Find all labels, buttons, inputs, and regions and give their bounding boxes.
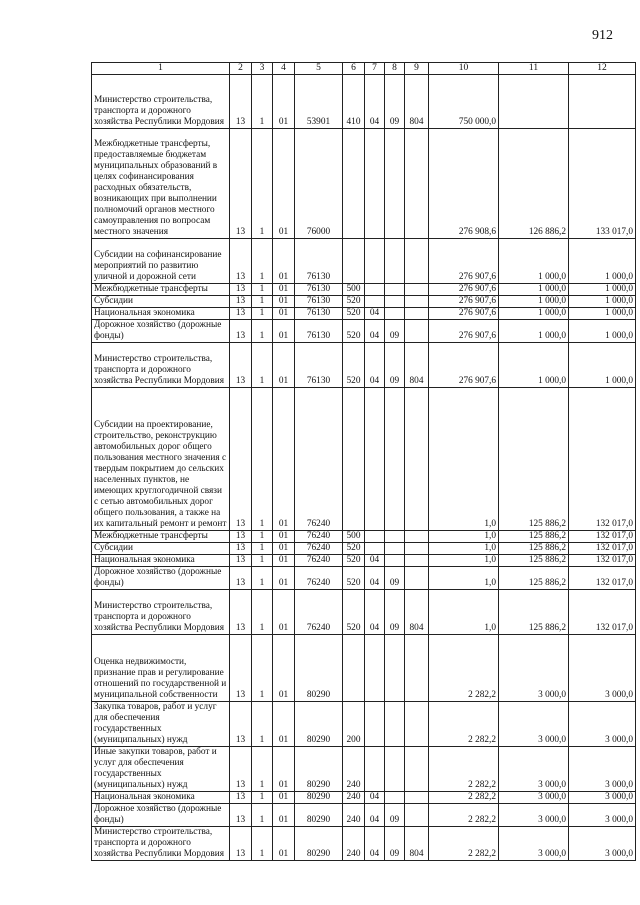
cell-col-11: 125 886,2	[499, 555, 569, 567]
cell-col-8	[385, 296, 405, 308]
cell-col-7: 04	[365, 320, 385, 343]
cell-col-11: 125 886,2	[499, 567, 569, 590]
cell-col-2: 13	[230, 388, 252, 531]
cell-col-2: 13	[230, 284, 252, 296]
cell-col-12: 1 000,0	[569, 239, 636, 284]
cell-col-7: 04	[365, 555, 385, 567]
cell-col-7	[365, 284, 385, 296]
column-header-11: 11	[499, 63, 569, 75]
cell-col-2: 13	[230, 635, 252, 702]
cell-col-4: 01	[273, 635, 295, 702]
row-name: Национальная экономика	[92, 308, 230, 320]
cell-col-7	[365, 543, 385, 555]
cell-col-8: 09	[385, 804, 405, 827]
cell-col-3: 1	[252, 555, 273, 567]
column-header-1: 1	[92, 63, 230, 75]
cell-col-2: 13	[230, 239, 252, 284]
cell-col-12: 1 000,0	[569, 308, 636, 320]
cell-col-12: 1 000,0	[569, 343, 636, 388]
cell-col-4: 01	[273, 590, 295, 635]
cell-col-7: 04	[365, 75, 385, 129]
cell-col-3: 1	[252, 129, 273, 239]
cell-col-11: 3 000,0	[499, 702, 569, 747]
cell-col-11: 126 886,2	[499, 129, 569, 239]
cell-col-10: 1,0	[429, 543, 499, 555]
cell-col-5: 53901	[295, 75, 343, 129]
cell-col-12: 132 017,0	[569, 555, 636, 567]
table-row	[92, 747, 636, 792]
cell-col-2: 13	[230, 747, 252, 792]
cell-col-7	[365, 129, 385, 239]
row-name: Министерство строительства, транспорта и дорожного хозяйства Республики Мордовия	[92, 590, 230, 635]
cell-col-6: 240	[343, 804, 365, 827]
cell-col-2: 13	[230, 567, 252, 590]
column-header-9: 9	[405, 63, 429, 75]
cell-col-12: 132 017,0	[569, 543, 636, 555]
cell-col-4: 01	[273, 129, 295, 239]
cell-col-12: 3 000,0	[569, 635, 636, 702]
cell-col-11: 3 000,0	[499, 635, 569, 702]
row-name: Дорожное хозяйство (дорожные фонды)	[92, 804, 230, 827]
cell-col-9	[405, 308, 429, 320]
cell-col-8: 09	[385, 343, 405, 388]
cell-col-11: 125 886,2	[499, 388, 569, 531]
cell-col-3: 1	[252, 75, 273, 129]
column-header-12: 12	[569, 63, 636, 75]
cell-col-3: 1	[252, 308, 273, 320]
cell-col-7	[365, 702, 385, 747]
cell-col-8	[385, 635, 405, 702]
table-row	[92, 827, 636, 861]
cell-col-8: 09	[385, 827, 405, 861]
cell-col-10: 2 282,2	[429, 792, 499, 804]
cell-col-10: 1,0	[429, 555, 499, 567]
cell-col-7	[365, 388, 385, 531]
table-row	[92, 388, 636, 531]
cell-col-9	[405, 129, 429, 239]
cell-col-3: 1	[252, 804, 273, 827]
cell-col-4: 01	[273, 804, 295, 827]
table-row	[92, 555, 636, 567]
cell-col-7: 04	[365, 590, 385, 635]
cell-col-6	[343, 635, 365, 702]
cell-col-4: 01	[273, 555, 295, 567]
row-name: Дорожное хозяйство (дорожные фонды)	[92, 320, 230, 343]
cell-col-3: 1	[252, 388, 273, 531]
cell-col-9	[405, 804, 429, 827]
cell-col-6: 520	[343, 308, 365, 320]
cell-col-8	[385, 531, 405, 543]
cell-col-12: 1 000,0	[569, 296, 636, 308]
cell-col-7	[365, 296, 385, 308]
cell-col-4: 01	[273, 567, 295, 590]
column-header-7: 7	[365, 63, 385, 75]
row-name: Национальная экономика	[92, 792, 230, 804]
column-header-10: 10	[429, 63, 499, 75]
cell-col-12: 3 000,0	[569, 702, 636, 747]
cell-col-7: 04	[365, 792, 385, 804]
table-row	[92, 284, 636, 296]
cell-col-8: 09	[385, 590, 405, 635]
cell-col-6: 240	[343, 747, 365, 792]
cell-col-10: 1,0	[429, 567, 499, 590]
cell-col-8: 09	[385, 320, 405, 343]
cell-col-8	[385, 308, 405, 320]
cell-col-9	[405, 792, 429, 804]
cell-col-11: 1 000,0	[499, 343, 569, 388]
cell-col-11: 125 886,2	[499, 590, 569, 635]
cell-col-10: 276 907,6	[429, 239, 499, 284]
cell-col-9: 804	[405, 827, 429, 861]
cell-col-3: 1	[252, 296, 273, 308]
cell-col-9: 804	[405, 590, 429, 635]
table-row	[92, 75, 636, 129]
cell-col-7	[365, 239, 385, 284]
cell-col-11: 1 000,0	[499, 284, 569, 296]
cell-col-5: 76240	[295, 531, 343, 543]
row-name: Межбюджетные трансферты, предоставляемые бюджетам муниципальных образований в целях софинансирования расходных обязательств, возникающих при выполнении полномочий органов местного самоуправления по вопросам местного значения	[92, 129, 230, 239]
cell-col-10: 276 907,6	[429, 343, 499, 388]
cell-col-4: 01	[273, 308, 295, 320]
cell-col-2: 13	[230, 308, 252, 320]
cell-col-6	[343, 388, 365, 531]
table-row	[92, 543, 636, 555]
cell-col-12: 3 000,0	[569, 792, 636, 804]
cell-col-8: 09	[385, 75, 405, 129]
row-name: Министерство строительства, транспорта и дорожного хозяйства Республики Мордовия	[92, 75, 230, 129]
cell-col-3: 1	[252, 590, 273, 635]
table-row	[92, 804, 636, 827]
cell-col-9	[405, 531, 429, 543]
row-name: Министерство строительства, транспорта и дорожного хозяйства Республики Мордовия	[92, 343, 230, 388]
cell-col-5: 76240	[295, 388, 343, 531]
row-name: Национальная экономика	[92, 555, 230, 567]
page-number: 912	[592, 28, 613, 43]
cell-col-12: 1 000,0	[569, 284, 636, 296]
cell-col-5: 76000	[295, 129, 343, 239]
table-row	[92, 129, 636, 239]
row-name: Министерство строительства, транспорта и дорожного хозяйства Республики Мордовия	[92, 827, 230, 861]
cell-col-6: 520	[343, 555, 365, 567]
cell-col-12: 132 017,0	[569, 567, 636, 590]
cell-col-10: 1,0	[429, 590, 499, 635]
cell-col-3: 1	[252, 567, 273, 590]
cell-col-6: 240	[343, 827, 365, 861]
cell-col-6	[343, 129, 365, 239]
cell-col-11: 1 000,0	[499, 308, 569, 320]
cell-col-10: 1,0	[429, 388, 499, 531]
cell-col-12: 133 017,0	[569, 129, 636, 239]
cell-col-2: 13	[230, 702, 252, 747]
cell-col-6: 520	[343, 590, 365, 635]
cell-col-4: 01	[273, 543, 295, 555]
cell-col-5: 80290	[295, 747, 343, 792]
cell-col-11: 1 000,0	[499, 296, 569, 308]
cell-col-5: 76240	[295, 543, 343, 555]
cell-col-9	[405, 747, 429, 792]
cell-col-8	[385, 702, 405, 747]
cell-col-8	[385, 747, 405, 792]
cell-col-4: 01	[273, 284, 295, 296]
cell-col-9	[405, 388, 429, 531]
cell-col-12	[569, 75, 636, 129]
row-name: Оценка недвижимости, признание прав и регулирование отношений по государственной и муниципальной собственности	[92, 635, 230, 702]
cell-col-3: 1	[252, 827, 273, 861]
cell-col-2: 13	[230, 75, 252, 129]
cell-col-11: 125 886,2	[499, 531, 569, 543]
cell-col-6: 520	[343, 343, 365, 388]
cell-col-5: 76130	[295, 296, 343, 308]
cell-col-2: 13	[230, 804, 252, 827]
cell-col-10: 1,0	[429, 531, 499, 543]
column-header-4: 4	[273, 63, 295, 75]
cell-col-9	[405, 296, 429, 308]
row-name: Субсидии на проектирование, строительство, реконструкцию автомобильных дорог общего пользования местного значения с твердым покрытием до сельских населенных пунктов, не имеющих круглогодичной связи с сетью автомобильных дорог общего пользования, а также на их капитальный ремонт и ремонт	[92, 388, 230, 531]
cell-col-12: 132 017,0	[569, 531, 636, 543]
cell-col-7: 04	[365, 804, 385, 827]
cell-col-5: 76130	[295, 343, 343, 388]
cell-col-6: 520	[343, 296, 365, 308]
row-name: Субсидии	[92, 296, 230, 308]
cell-col-8	[385, 284, 405, 296]
cell-col-3: 1	[252, 702, 273, 747]
cell-col-2: 13	[230, 531, 252, 543]
cell-col-11: 3 000,0	[499, 747, 569, 792]
cell-col-5: 76240	[295, 590, 343, 635]
cell-col-3: 1	[252, 239, 273, 284]
cell-col-2: 13	[230, 296, 252, 308]
cell-col-9	[405, 635, 429, 702]
cell-col-5: 76240	[295, 567, 343, 590]
cell-col-12: 1 000,0	[569, 320, 636, 343]
cell-col-2: 13	[230, 543, 252, 555]
cell-col-5: 76130	[295, 320, 343, 343]
budget-table	[91, 62, 636, 861]
cell-col-10: 276 907,6	[429, 296, 499, 308]
table-row	[92, 343, 636, 388]
row-name: Дорожное хозяйство (дорожные фонды)	[92, 567, 230, 590]
cell-col-10: 2 282,2	[429, 635, 499, 702]
cell-col-4: 01	[273, 531, 295, 543]
column-header-8: 8	[385, 63, 405, 75]
column-header-5: 5	[295, 63, 343, 75]
cell-col-6: 520	[343, 320, 365, 343]
cell-col-7	[365, 531, 385, 543]
cell-col-12: 132 017,0	[569, 388, 636, 531]
table-row	[92, 792, 636, 804]
cell-col-8	[385, 388, 405, 531]
cell-col-7: 04	[365, 567, 385, 590]
cell-col-7: 04	[365, 827, 385, 861]
table-header-row	[92, 63, 636, 75]
cell-col-3: 1	[252, 343, 273, 388]
cell-col-11	[499, 75, 569, 129]
table-row	[92, 590, 636, 635]
cell-col-5: 76130	[295, 239, 343, 284]
cell-col-3: 1	[252, 635, 273, 702]
cell-col-8	[385, 555, 405, 567]
cell-col-2: 13	[230, 792, 252, 804]
table-row	[92, 239, 636, 284]
row-name: Межбюджетные трансферты	[92, 531, 230, 543]
cell-col-5: 80290	[295, 635, 343, 702]
cell-col-12: 3 000,0	[569, 827, 636, 861]
cell-col-5: 76130	[295, 308, 343, 320]
cell-col-2: 13	[230, 320, 252, 343]
cell-col-2: 13	[230, 129, 252, 239]
table-row	[92, 702, 636, 747]
cell-col-2: 13	[230, 343, 252, 388]
cell-col-4: 01	[273, 747, 295, 792]
cell-col-9: 804	[405, 343, 429, 388]
cell-col-10: 276 908,6	[429, 129, 499, 239]
cell-col-6	[343, 239, 365, 284]
cell-col-12: 3 000,0	[569, 747, 636, 792]
cell-col-5: 76130	[295, 284, 343, 296]
cell-col-5: 76240	[295, 555, 343, 567]
column-header-3: 3	[252, 63, 273, 75]
cell-col-6: 410	[343, 75, 365, 129]
cell-col-8: 09	[385, 567, 405, 590]
cell-col-2: 13	[230, 555, 252, 567]
cell-col-2: 13	[230, 827, 252, 861]
cell-col-9	[405, 239, 429, 284]
cell-col-3: 1	[252, 543, 273, 555]
cell-col-8	[385, 129, 405, 239]
cell-col-4: 01	[273, 296, 295, 308]
cell-col-7: 04	[365, 308, 385, 320]
cell-col-4: 01	[273, 702, 295, 747]
cell-col-6: 500	[343, 284, 365, 296]
cell-col-8	[385, 239, 405, 284]
cell-col-9	[405, 702, 429, 747]
cell-col-10: 276 907,6	[429, 284, 499, 296]
table-row	[92, 308, 636, 320]
cell-col-6: 200	[343, 702, 365, 747]
cell-col-10: 2 282,2	[429, 702, 499, 747]
cell-col-6: 520	[343, 567, 365, 590]
cell-col-9	[405, 543, 429, 555]
cell-col-7	[365, 747, 385, 792]
cell-col-6: 500	[343, 531, 365, 543]
cell-col-6: 520	[343, 543, 365, 555]
cell-col-11: 3 000,0	[499, 827, 569, 861]
cell-col-4: 01	[273, 792, 295, 804]
cell-col-8	[385, 543, 405, 555]
cell-col-10: 2 282,2	[429, 747, 499, 792]
cell-col-7: 04	[365, 343, 385, 388]
cell-col-4: 01	[273, 827, 295, 861]
cell-col-5: 80290	[295, 702, 343, 747]
cell-col-4: 01	[273, 343, 295, 388]
row-name: Субсидии на софинансирование мероприятий по развитию уличной и дорожной сети	[92, 239, 230, 284]
cell-col-3: 1	[252, 792, 273, 804]
cell-col-10: 276 907,6	[429, 320, 499, 343]
row-name: Субсидии	[92, 543, 230, 555]
cell-col-11: 1 000,0	[499, 239, 569, 284]
table-row	[92, 567, 636, 590]
cell-col-9	[405, 567, 429, 590]
cell-col-3: 1	[252, 747, 273, 792]
cell-col-11: 3 000,0	[499, 792, 569, 804]
cell-col-9	[405, 320, 429, 343]
row-name: Закупка товаров, работ и услуг для обеспечения государственных (муниципальных) нужд	[92, 702, 230, 747]
cell-col-5: 80290	[295, 804, 343, 827]
cell-col-11: 1 000,0	[499, 320, 569, 343]
cell-col-12: 132 017,0	[569, 590, 636, 635]
row-name: Межбюджетные трансферты	[92, 284, 230, 296]
cell-col-11: 3 000,0	[499, 804, 569, 827]
cell-col-10: 2 282,2	[429, 804, 499, 827]
column-header-2: 2	[230, 63, 252, 75]
cell-col-4: 01	[273, 239, 295, 284]
cell-col-3: 1	[252, 531, 273, 543]
cell-col-10: 276 907,6	[429, 308, 499, 320]
cell-col-8	[385, 792, 405, 804]
cell-col-6: 240	[343, 792, 365, 804]
cell-col-10: 750 000,0	[429, 75, 499, 129]
cell-col-3: 1	[252, 284, 273, 296]
cell-col-12: 3 000,0	[569, 804, 636, 827]
cell-col-5: 80290	[295, 827, 343, 861]
cell-col-3: 1	[252, 320, 273, 343]
cell-col-4: 01	[273, 75, 295, 129]
cell-col-2: 13	[230, 590, 252, 635]
cell-col-7	[365, 635, 385, 702]
cell-col-11: 125 886,2	[499, 543, 569, 555]
column-header-6: 6	[343, 63, 365, 75]
cell-col-9	[405, 284, 429, 296]
cell-col-4: 01	[273, 320, 295, 343]
cell-col-9	[405, 555, 429, 567]
cell-col-10: 2 282,2	[429, 827, 499, 861]
cell-col-5: 80290	[295, 792, 343, 804]
table-row	[92, 635, 636, 702]
table-row	[92, 320, 636, 343]
table-row	[92, 531, 636, 543]
cell-col-4: 01	[273, 388, 295, 531]
row-name: Иные закупки товаров, работ и услуг для обеспечения государственных (муниципальных) нужд	[92, 747, 230, 792]
cell-col-9: 804	[405, 75, 429, 129]
table-row	[92, 296, 636, 308]
